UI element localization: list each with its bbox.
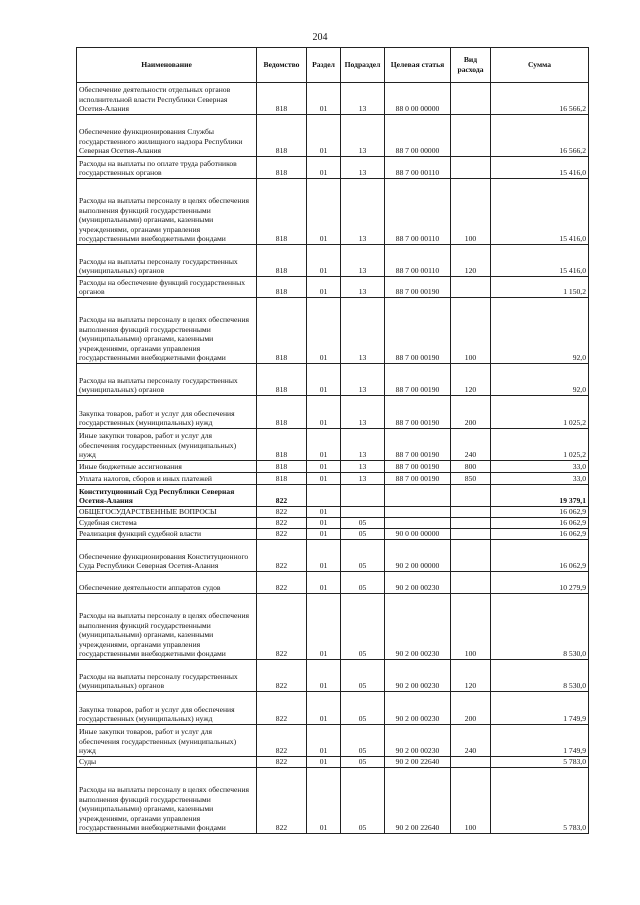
cell-section: 01 [307, 692, 341, 725]
cell-article: 88 7 00 00190 [385, 473, 451, 485]
cell-subsection: 05 [341, 529, 385, 540]
cell-subsection: 05 [341, 540, 385, 572]
cell-sum: 16 062,9 [491, 518, 589, 529]
cell-exptype [451, 540, 491, 572]
table-header-row [77, 48, 589, 83]
header-dept: Ведомство [257, 48, 307, 83]
cell-sum: 15 416,0 [491, 179, 589, 245]
cell-section: 01 [307, 507, 341, 518]
cell-name: ОБЩЕГОСУДАРСТВЕННЫЕ ВОПРОСЫ [77, 507, 257, 518]
cell-exptype: 100 [451, 298, 491, 364]
cell-dept: 818 [257, 277, 307, 298]
cell-exptype: 100 [451, 768, 491, 834]
cell-article [385, 518, 451, 529]
cell-subsection: 13 [341, 429, 385, 461]
cell-exptype [451, 83, 491, 115]
header-section: Раздел [307, 48, 341, 83]
cell-dept: 822 [257, 725, 307, 757]
cell-subsection: 13 [341, 364, 385, 396]
cell-subsection: 13 [341, 157, 385, 179]
cell-article [385, 507, 451, 518]
table-row [77, 429, 589, 461]
cell-name: Судебная система [77, 518, 257, 529]
cell-subsection: 05 [341, 594, 385, 660]
cell-section: 01 [307, 473, 341, 485]
table-row [77, 572, 589, 594]
page-number: 204 [312, 32, 328, 43]
cell-exptype: 100 [451, 594, 491, 660]
cell-name: Расходы на выплаты по оплате труда работников государственных органов [77, 157, 257, 179]
cell-dept: 818 [257, 429, 307, 461]
cell-section: 01 [307, 461, 341, 473]
cell-sum: 1 025,2 [491, 396, 589, 429]
cell-sum: 5 783,0 [491, 757, 589, 768]
cell-sum: 16 062,9 [491, 507, 589, 518]
cell-name: Обеспечение функционирования Конституционного Суда Республики Северная Осетия-Алания [77, 540, 257, 572]
cell-exptype [451, 507, 491, 518]
table-row [77, 540, 589, 572]
cell-name: Иные закупки товаров, работ и услуг для обеспечения государственных (муниципальных) нужд [77, 429, 257, 461]
cell-section: 01 [307, 572, 341, 594]
cell-article: 90 2 00 22640 [385, 768, 451, 834]
cell-dept: 822 [257, 518, 307, 529]
cell-exptype: 200 [451, 396, 491, 429]
cell-article: 88 7 00 00190 [385, 396, 451, 429]
cell-section: 01 [307, 768, 341, 834]
cell-dept: 818 [257, 179, 307, 245]
header-article: Целевая статья [385, 48, 451, 83]
cell-sum: 15 416,0 [491, 157, 589, 179]
cell-sum: 1 025,2 [491, 429, 589, 461]
cell-article: 90 2 00 00230 [385, 594, 451, 660]
cell-dept: 818 [257, 364, 307, 396]
table-row [77, 277, 589, 298]
cell-exptype [451, 115, 491, 157]
cell-name: Обеспечение функционирования Службы государственного жилищного надзора Республики Северная Осетия-Алания [77, 115, 257, 157]
cell-article: 90 2 00 22640 [385, 757, 451, 768]
table-row [77, 245, 589, 277]
cell-dept: 818 [257, 298, 307, 364]
cell-article: 88 7 00 00110 [385, 245, 451, 277]
cell-exptype: 120 [451, 660, 491, 692]
cell-article: 88 0 00 00000 [385, 83, 451, 115]
cell-name: Расходы на выплаты персоналу в целях обеспечения выполнения функций государственными (муниципальными) органами, казенными учреждениями, органами управления государственными внебюджетными фондами [77, 298, 257, 364]
cell-dept: 818 [257, 83, 307, 115]
header-sum: Сумма [491, 48, 589, 83]
cell-sum: 10 279,9 [491, 572, 589, 594]
cell-section: 01 [307, 540, 341, 572]
cell-subsection: 13 [341, 298, 385, 364]
cell-subsection: 13 [341, 396, 385, 429]
cell-exptype [451, 277, 491, 298]
table-row [77, 364, 589, 396]
table-row [77, 507, 589, 518]
cell-name: Расходы на выплаты персоналу в целях обеспечения выполнения функций государственными (муниципальными) органами, казенными учреждениями, органами управления государственными внебюджетными фондами [77, 179, 257, 245]
cell-dept: 822 [257, 485, 307, 507]
table-row [77, 485, 589, 507]
cell-subsection: 13 [341, 277, 385, 298]
cell-article: 88 7 00 00000 [385, 115, 451, 157]
cell-sum: 16 062,9 [491, 540, 589, 572]
cell-sum: 16 566,2 [491, 115, 589, 157]
cell-name: Иные закупки товаров, работ и услуг для обеспечения государственных (муниципальных) нужд [77, 725, 257, 757]
cell-article: 88 7 00 00190 [385, 298, 451, 364]
cell-name: Уплата налогов, сборов и иных платежей [77, 473, 257, 485]
cell-article: 88 7 00 00110 [385, 179, 451, 245]
cell-subsection: 13 [341, 461, 385, 473]
cell-sum: 16 566,2 [491, 83, 589, 115]
cell-dept: 822 [257, 692, 307, 725]
table-row [77, 725, 589, 757]
cell-name: Расходы на выплаты персоналу в целях обеспечения выполнения функций государственными (муниципальными) органами, казенными учреждениями, органами управления государственными внебюджетными фондами [77, 594, 257, 660]
cell-section: 01 [307, 157, 341, 179]
header-name: Наименование [77, 48, 257, 83]
table-row [77, 473, 589, 485]
cell-article: 90 2 00 00230 [385, 660, 451, 692]
table-row [77, 594, 589, 660]
cell-article: 88 7 00 00190 [385, 364, 451, 396]
cell-article [385, 485, 451, 507]
table-body [77, 83, 589, 834]
cell-dept: 818 [257, 115, 307, 157]
cell-subsection: 05 [341, 768, 385, 834]
cell-exptype: 120 [451, 245, 491, 277]
table-row [77, 157, 589, 179]
cell-name: Расходы на выплаты персоналу государственных (муниципальных) органов [77, 245, 257, 277]
cell-name: Обеспечение деятельности отдельных органов исполнительной власти Республики Северная Осетия-Алания [77, 83, 257, 115]
cell-dept: 822 [257, 529, 307, 540]
cell-sum: 5 783,0 [491, 768, 589, 834]
cell-exptype: 100 [451, 179, 491, 245]
cell-exptype: 240 [451, 725, 491, 757]
cell-article: 90 2 00 00230 [385, 692, 451, 725]
cell-sum: 92,0 [491, 364, 589, 396]
cell-section: 01 [307, 660, 341, 692]
cell-article: 90 2 00 00230 [385, 572, 451, 594]
cell-subsection: 13 [341, 115, 385, 157]
cell-dept: 818 [257, 396, 307, 429]
cell-section: 01 [307, 594, 341, 660]
cell-dept: 822 [257, 757, 307, 768]
cell-article: 88 7 00 00190 [385, 429, 451, 461]
cell-article: 88 7 00 00190 [385, 277, 451, 298]
cell-exptype [451, 572, 491, 594]
budget-table [76, 47, 589, 834]
cell-name: Конституционный Суд Республики Северная Осетия-Алания [77, 485, 257, 507]
cell-subsection: 13 [341, 245, 385, 277]
cell-sum: 8 530,0 [491, 594, 589, 660]
cell-subsection: 05 [341, 572, 385, 594]
cell-subsection: 05 [341, 660, 385, 692]
table-row [77, 518, 589, 529]
cell-section: 01 [307, 529, 341, 540]
cell-dept: 818 [257, 245, 307, 277]
cell-section: 01 [307, 245, 341, 277]
table-row [77, 179, 589, 245]
cell-name: Реализация функций судебной власти [77, 529, 257, 540]
table-row [77, 115, 589, 157]
cell-sum: 1 749,9 [491, 725, 589, 757]
table-row [77, 757, 589, 768]
cell-section: 01 [307, 757, 341, 768]
table-row [77, 768, 589, 834]
cell-article: 88 7 00 00190 [385, 461, 451, 473]
cell-section: 01 [307, 429, 341, 461]
cell-name: Расходы на выплаты персоналу государственных (муниципальных) органов [77, 364, 257, 396]
table-row [77, 692, 589, 725]
cell-sum: 19 379,1 [491, 485, 589, 507]
cell-section: 01 [307, 298, 341, 364]
cell-sum: 33,0 [491, 461, 589, 473]
cell-dept: 822 [257, 572, 307, 594]
cell-sum: 92,0 [491, 298, 589, 364]
table-row [77, 461, 589, 473]
cell-section: 01 [307, 396, 341, 429]
cell-exptype: 850 [451, 473, 491, 485]
cell-name: Закупка товаров, работ и услуг для обеспечения государственных (муниципальных) нужд [77, 692, 257, 725]
cell-article: 90 2 00 00000 [385, 540, 451, 572]
cell-dept: 822 [257, 507, 307, 518]
cell-exptype [451, 157, 491, 179]
cell-section: 01 [307, 518, 341, 529]
cell-subsection: 05 [341, 757, 385, 768]
cell-subsection: 05 [341, 518, 385, 529]
cell-name: Расходы на выплаты персоналу в целях обеспечения выполнения функций государственными (муниципальными) органами, казенными учреждениями, органами управления государственными внебюджетными фондами [77, 768, 257, 834]
cell-section: 01 [307, 115, 341, 157]
cell-subsection [341, 485, 385, 507]
cell-subsection: 05 [341, 725, 385, 757]
header-subsection: Подраздел [341, 48, 385, 83]
cell-dept: 818 [257, 461, 307, 473]
cell-name: Суды [77, 757, 257, 768]
cell-article: 88 7 00 00110 [385, 157, 451, 179]
cell-exptype: 240 [451, 429, 491, 461]
cell-subsection: 13 [341, 179, 385, 245]
cell-sum: 16 062,9 [491, 529, 589, 540]
cell-exptype: 800 [451, 461, 491, 473]
cell-sum: 1 749,9 [491, 692, 589, 725]
cell-dept: 818 [257, 157, 307, 179]
cell-exptype: 200 [451, 692, 491, 725]
cell-dept: 822 [257, 660, 307, 692]
cell-exptype [451, 529, 491, 540]
table-row [77, 396, 589, 429]
cell-exptype [451, 757, 491, 768]
cell-section [307, 485, 341, 507]
cell-article: 90 0 00 00000 [385, 529, 451, 540]
cell-subsection: 05 [341, 692, 385, 725]
cell-exptype [451, 485, 491, 507]
cell-dept: 822 [257, 768, 307, 834]
table-row [77, 83, 589, 115]
cell-subsection: 13 [341, 473, 385, 485]
cell-dept: 822 [257, 594, 307, 660]
cell-name: Иные бюджетные ассигнования [77, 461, 257, 473]
cell-sum: 8 530,0 [491, 660, 589, 692]
cell-name: Закупка товаров, работ и услуг для обеспечения государственных (муниципальных) нужд [77, 396, 257, 429]
cell-exptype [451, 518, 491, 529]
cell-section: 01 [307, 83, 341, 115]
cell-section: 01 [307, 277, 341, 298]
cell-name: Обеспечение деятельности аппаратов судов [77, 572, 257, 594]
cell-subsection: 13 [341, 83, 385, 115]
cell-subsection [341, 507, 385, 518]
cell-sum: 33,0 [491, 473, 589, 485]
cell-section: 01 [307, 364, 341, 396]
header-exptype: Вид расхода [451, 48, 491, 83]
cell-dept: 818 [257, 473, 307, 485]
cell-sum: 1 150,2 [491, 277, 589, 298]
table-row [77, 660, 589, 692]
table-row [77, 298, 589, 364]
cell-name: Расходы на выплаты персоналу государственных (муниципальных) органов [77, 660, 257, 692]
cell-article: 90 2 00 00230 [385, 725, 451, 757]
cell-section: 01 [307, 725, 341, 757]
cell-name: Расходы на обеспечение функций государственных органов [77, 277, 257, 298]
cell-exptype: 120 [451, 364, 491, 396]
table-row [77, 529, 589, 540]
cell-section: 01 [307, 179, 341, 245]
cell-sum: 15 416,0 [491, 245, 589, 277]
cell-dept: 822 [257, 540, 307, 572]
